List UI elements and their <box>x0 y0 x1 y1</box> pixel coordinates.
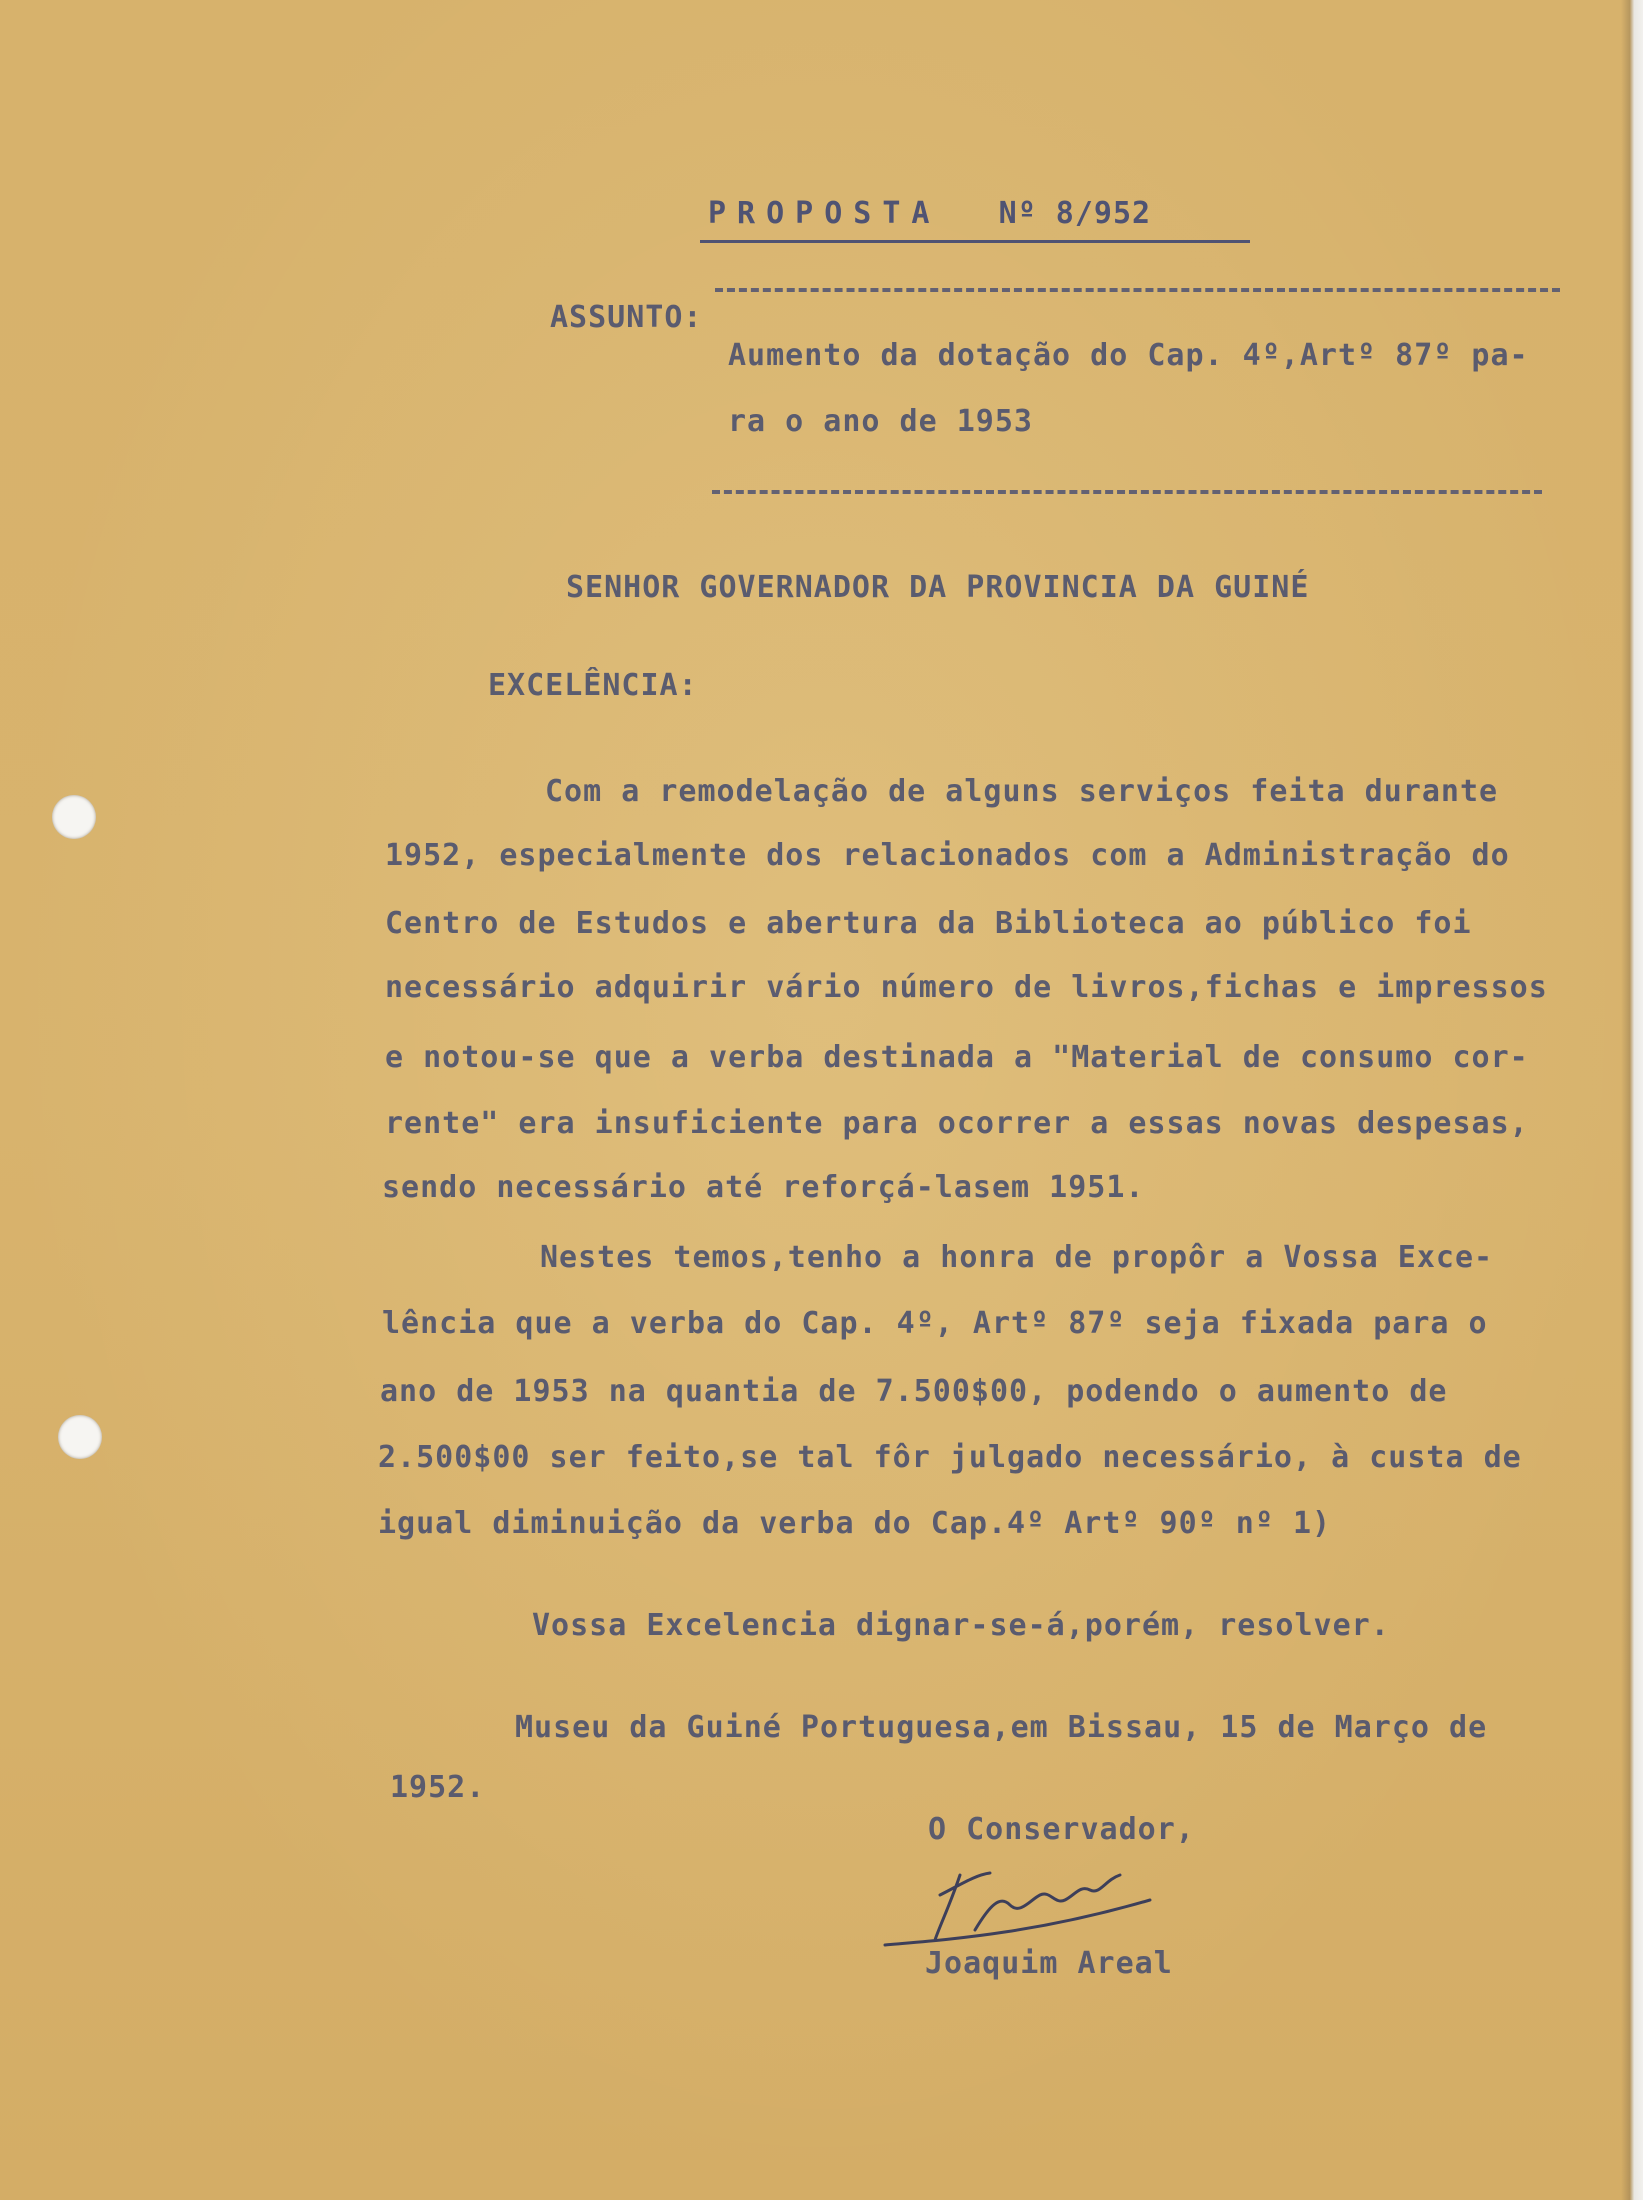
document-title <box>708 196 1151 231</box>
paragraph1-line-4: necessário adquirir vário número de livros,fichas e impressos <box>385 970 1548 1005</box>
paragraph2-line-3: ano de 1953 na quantia de 7.500$00, podendo o aumento de <box>380 1374 1448 1409</box>
subject-rule-bottom <box>712 490 1542 494</box>
title-word: PROPOSTA <box>708 196 941 231</box>
addressee: SENHOR GOVERNADOR DA PROVINCIA DA GUINÉ <box>566 570 1310 605</box>
subject-label: ASSUNTO: <box>550 300 703 335</box>
signoff: O Conservador, <box>928 1812 1195 1847</box>
paragraph1-line-1: Com a remodelação de alguns serviços feita durante <box>545 774 1499 809</box>
paragraph1-line-7: sendo necessário até reforçá-lasem 1951. <box>382 1170 1145 1205</box>
paragraph1-line-5: e notou-se que a verba destinada a "Material de consumo cor- <box>385 1040 1529 1075</box>
subject-line-2: ra o ano de 1953 <box>728 404 1033 439</box>
signatory-name: Joaquim Areal <box>925 1946 1173 1981</box>
paragraph1-line-3: Centro de Estudos e abertura da Biblioteca ao público foi <box>385 906 1472 941</box>
paragraph2-line-5: igual diminuição da verba do Cap.4º Artº 90º nº 1) <box>378 1506 1332 1541</box>
paper-edge <box>1621 0 1643 2200</box>
paragraph1-line-6: rente" era insuficiente para ocorrer a essas novas despesas, <box>385 1106 1529 1141</box>
closing-line: Vossa Excelencia dignar-se-á,porém, resolver. <box>532 1608 1390 1643</box>
subject-line-1: Aumento da dotação do Cap. 4º,Artº 87º pa- <box>728 338 1529 373</box>
salutation: EXCELÊNCIA: <box>488 668 698 703</box>
place-date-line-2: 1952. <box>390 1770 486 1805</box>
title-underline <box>700 240 1250 243</box>
punch-hole-top <box>52 795 96 839</box>
proposal-number: Nº 8/952 <box>998 196 1152 231</box>
paragraph2-line-4: 2.500$00 ser feito,se tal fôr julgado necessário, à custa de <box>378 1440 1522 1475</box>
place-date-line-1: Museu da Guiné Portuguesa,em Bissau, 15 de Março de <box>515 1710 1488 1745</box>
subject-rule-top <box>715 288 1560 292</box>
paragraph2-line-1: Nestes temos,tenho a honra de propôr a Vossa Exce- <box>540 1240 1494 1275</box>
paragraph2-line-2: lência que a verba do Cap. 4º, Artº 87º seja fixada para o <box>382 1306 1488 1341</box>
punch-hole-bottom <box>58 1415 102 1459</box>
paragraph1-line-2: 1952, especialmente dos relacionados com a Administração do <box>385 838 1510 873</box>
